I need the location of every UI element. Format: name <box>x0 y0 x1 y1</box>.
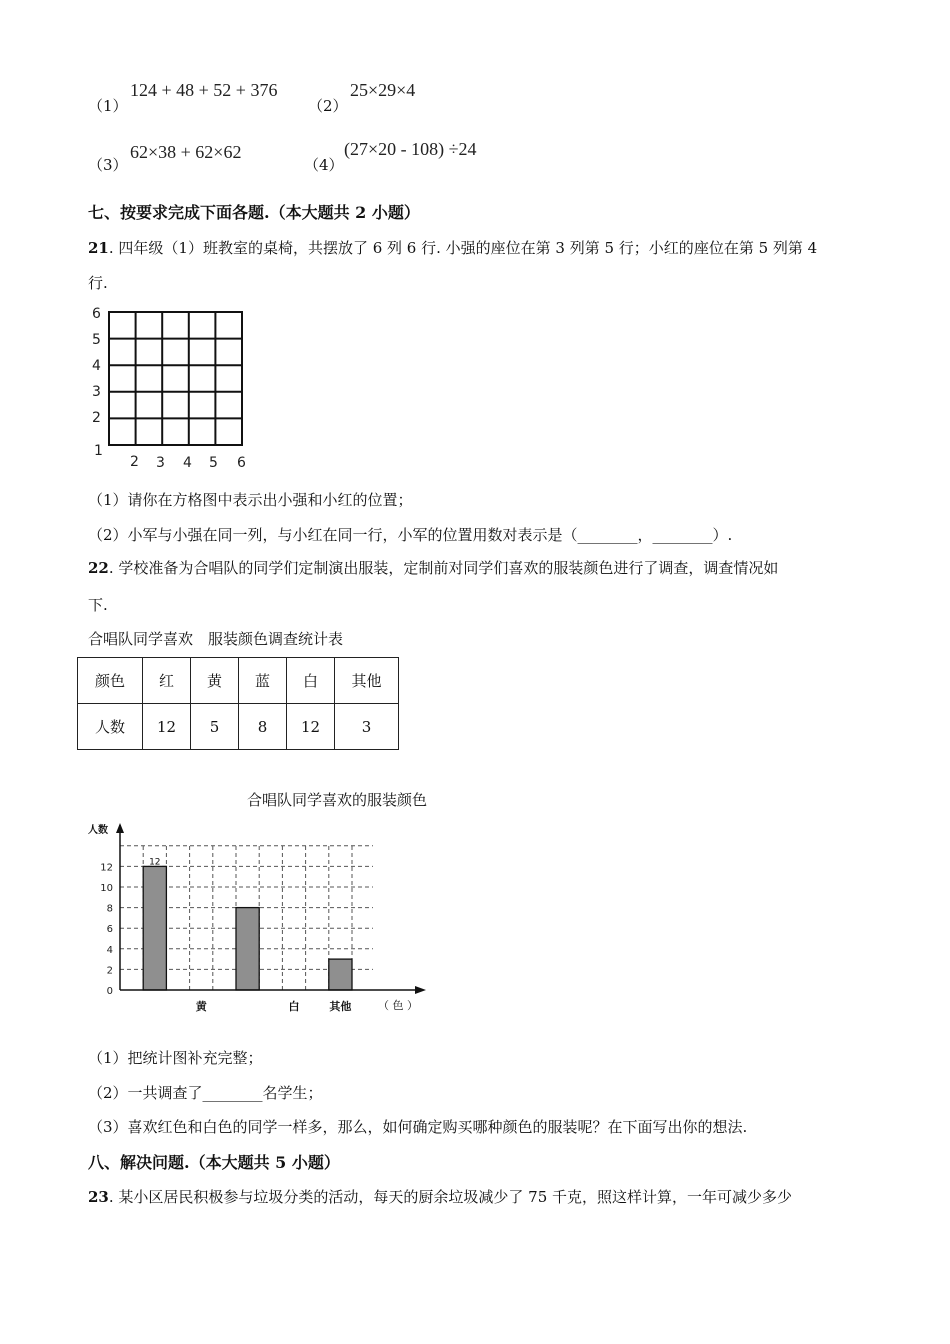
chart-category-label: 黄 <box>195 1000 207 1013</box>
q22-sub3: （3）喜欢红色和白色的同学一样多，那么，如何确定购买哪种颜色的服装呢？在下面写出你的想法. <box>88 1118 748 1136</box>
table-cell: 人数 <box>78 704 143 750</box>
grid-x-label: 3 <box>156 455 165 471</box>
grid-x-label: 2 <box>130 454 139 470</box>
seat-grid-y-labels <box>92 306 103 459</box>
chart-y-tick: 12 <box>100 862 113 874</box>
grid-x-label: 4 <box>183 455 192 471</box>
q22-sub1: （1）把统计图补充完整； <box>88 1049 263 1067</box>
bar-chart <box>80 785 430 1020</box>
calc-expr-4: (27×20 - 108) ÷24 <box>344 139 477 159</box>
grid-y-label: 6 <box>92 306 101 322</box>
chart-y-tick: 2 <box>106 965 113 977</box>
chart-y-tick: 8 <box>106 903 113 915</box>
grid-y-label: 1 <box>94 443 103 459</box>
chart-data-label: 12 <box>149 857 161 868</box>
grid-y-label: 4 <box>92 358 101 374</box>
chart-y-tick: 0 <box>106 986 113 997</box>
table-cell: 黄 <box>191 658 239 704</box>
calc-expr-1: 124 + 48 + 52 + 376 <box>130 80 278 100</box>
grid-x-label: 5 <box>209 455 218 471</box>
table-row <box>78 658 399 704</box>
calc-expr-2: 25×29×4 <box>350 80 416 100</box>
chart-y-tick: 4 <box>106 944 113 956</box>
q21-number: 21 <box>88 239 109 257</box>
q22-number: 22 <box>88 559 109 577</box>
table-cell: 红 <box>143 658 191 704</box>
table-title: 合唱队同学喜欢 服装颜色调查统计表 <box>88 630 344 648</box>
chart-bar <box>329 959 352 990</box>
calc-label-3: （3） <box>88 156 128 174</box>
table-cell: 8 <box>239 704 287 750</box>
table-cell: 其他 <box>335 658 399 704</box>
table-cell: 白 <box>287 658 335 704</box>
seat-grid-lines <box>109 312 242 445</box>
q22-line2: 下. <box>88 596 108 614</box>
section-8-title: 八、解决问题.（本大题共 5 小题） <box>88 1153 340 1172</box>
x-axis-arrow-icon <box>415 986 426 994</box>
section-7-title: 七、按要求完成下面各题.（本大题共 2 小题） <box>88 203 420 222</box>
chart-y-tick: 6 <box>106 924 113 936</box>
calc-label-4: （4） <box>304 156 344 174</box>
chart-category-label: 白 <box>288 1000 300 1013</box>
grid-y-label: 2 <box>92 410 101 426</box>
q22-line1 <box>88 557 778 578</box>
seat-grid <box>85 300 260 475</box>
grid-y-label: 5 <box>92 332 101 348</box>
q22-text: . 学校准备为合唱队的同学们定制演出服装，定制前对同学们喜欢的服装颜色进行了调查，调查情况如 <box>108 559 779 577</box>
q21-sub2: （2）小军与小强在同一列，与小红在同一行，小军的位置用数对表示是（________，________）. <box>88 526 733 544</box>
y-axis-arrow-icon <box>116 823 124 833</box>
table-cell: 3 <box>335 704 399 750</box>
chart-ticks <box>100 862 113 997</box>
table-row <box>78 704 399 750</box>
table-cell: 蓝 <box>239 658 287 704</box>
chart-bar <box>143 866 166 990</box>
calc-expr-3: 62×38 + 62×62 <box>130 142 242 162</box>
calc-label-1: （1） <box>88 97 128 115</box>
calc-label-2: （2） <box>308 97 348 115</box>
chart-category-label: 其他 <box>329 1000 352 1013</box>
q21-line2: 行. <box>88 274 108 292</box>
table-cell: 颜色 <box>78 658 143 704</box>
q21-sub1: （1）请你在方格图中表示出小强和小红的位置； <box>88 491 413 509</box>
table-cell: 5 <box>191 704 239 750</box>
table-cell: 12 <box>143 704 191 750</box>
chart-title: 合唱队同学喜欢的服装颜色 <box>246 791 428 809</box>
q22-sub2: （2）一共调查了________名学生； <box>88 1084 323 1102</box>
q23-text: . 某小区居民积极参与垃圾分类的活动，每天的厨余垃圾减少了 75 千克，照这样计算，一年可减少多少 <box>108 1188 793 1206</box>
chart-categories <box>196 999 352 1013</box>
stat-table <box>77 657 399 750</box>
q21-line1 <box>88 237 817 258</box>
q23-line1 <box>88 1186 792 1207</box>
seat-grid-x-labels <box>130 454 246 471</box>
chart-y-tick: 10 <box>100 883 113 894</box>
grid-x-label: 6 <box>237 455 246 471</box>
chart-ylabel: 人数 <box>88 825 108 836</box>
chart-xlabel: （ 色 ） <box>378 999 418 1012</box>
q23-number: 23 <box>88 1188 109 1206</box>
table-cell: 12 <box>287 704 335 750</box>
q21-text: . 四年级（1）班教室的桌椅，共摆放了 6 列 6 行. 小强的座位在第 3 列第 5 行；小红的座位在第 5 列第 4 <box>108 239 818 257</box>
chart-bars <box>143 857 352 990</box>
chart-bar <box>236 908 259 990</box>
grid-y-label: 3 <box>92 384 101 400</box>
